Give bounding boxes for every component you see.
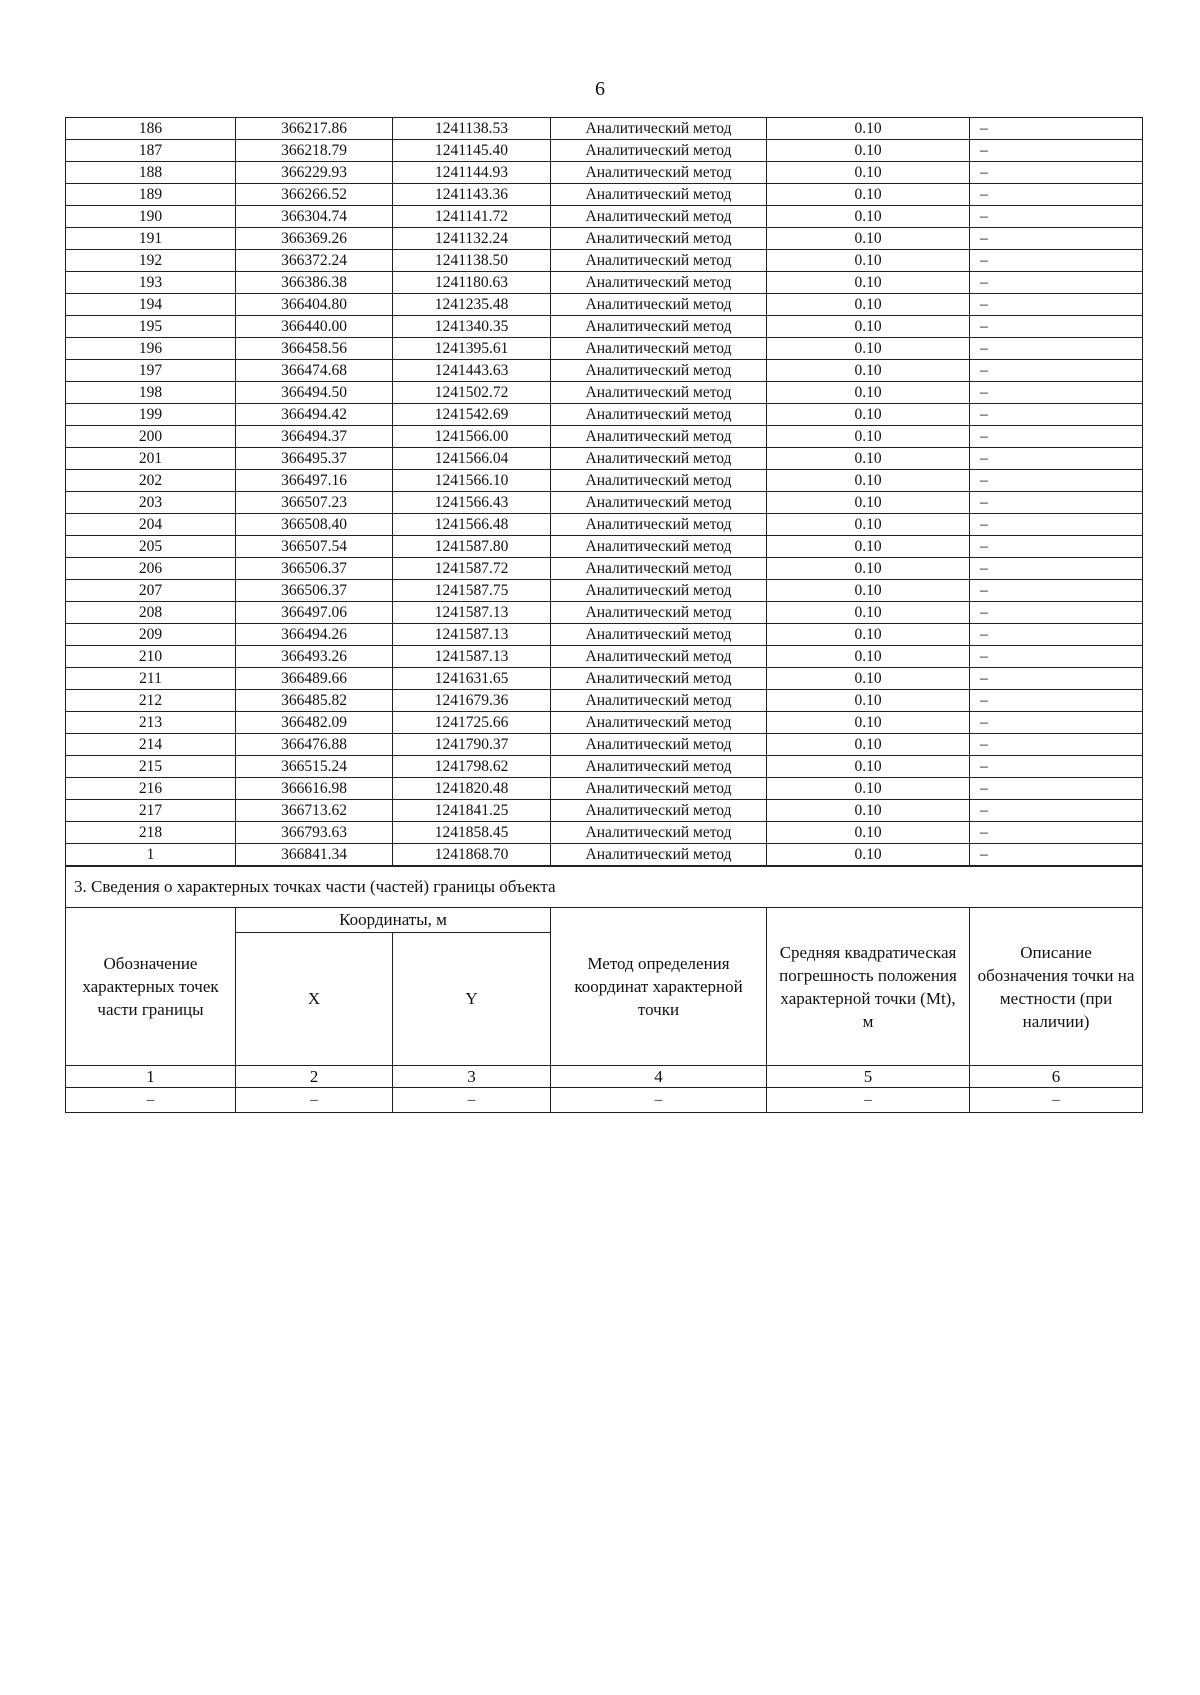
cell-x: 366713.62 — [236, 800, 393, 822]
empty-cell: – — [66, 1088, 236, 1113]
cell-point-id: 199 — [66, 404, 236, 426]
cell-point-id: 190 — [66, 206, 236, 228]
cell-x: 366369.26 — [236, 228, 393, 250]
cell-description: – — [970, 668, 1143, 690]
cell-accuracy: 0.10 — [767, 536, 970, 558]
cell-method: Аналитический метод — [551, 250, 767, 272]
cell-method: Аналитический метод — [551, 360, 767, 382]
cell-y: 1241542.69 — [393, 404, 551, 426]
cell-y: 1241587.13 — [393, 602, 551, 624]
cell-method: Аналитический метод — [551, 228, 767, 250]
cell-point-id: 209 — [66, 624, 236, 646]
cell-point-id: 211 — [66, 668, 236, 690]
cell-method: Аналитический метод — [551, 712, 767, 734]
cell-point-id: 205 — [66, 536, 236, 558]
cell-method: Аналитический метод — [551, 756, 767, 778]
cell-description: – — [970, 118, 1143, 140]
cell-point-id: 197 — [66, 360, 236, 382]
column-number: 5 — [767, 1066, 970, 1088]
cell-point-id: 215 — [66, 756, 236, 778]
header-row-top — [66, 908, 1143, 933]
cell-point-id: 216 — [66, 778, 236, 800]
cell-point-id: 202 — [66, 470, 236, 492]
cell-description: – — [970, 228, 1143, 250]
cell-x: 366485.82 — [236, 690, 393, 712]
table-row — [66, 624, 1143, 646]
cell-x: 366507.54 — [236, 536, 393, 558]
cell-x: 366476.88 — [236, 734, 393, 756]
cell-description: – — [970, 184, 1143, 206]
cell-method: Аналитический метод — [551, 338, 767, 360]
column-number: 2 — [236, 1066, 393, 1088]
table-row — [66, 206, 1143, 228]
cell-point-id: 206 — [66, 558, 236, 580]
table-row — [66, 536, 1143, 558]
cell-description: – — [970, 470, 1143, 492]
cell-y: 1241180.63 — [393, 272, 551, 294]
table-row — [66, 800, 1143, 822]
cell-point-id: 195 — [66, 316, 236, 338]
cell-y: 1241138.53 — [393, 118, 551, 140]
table-row — [66, 404, 1143, 426]
cell-point-id: 194 — [66, 294, 236, 316]
cell-point-id: 200 — [66, 426, 236, 448]
cell-y: 1241502.72 — [393, 382, 551, 404]
cell-point-id: 207 — [66, 580, 236, 602]
cell-point-id: 186 — [66, 118, 236, 140]
cell-method: Аналитический метод — [551, 294, 767, 316]
cell-description: – — [970, 162, 1143, 184]
cell-method: Аналитический метод — [551, 624, 767, 646]
cell-y: 1241587.13 — [393, 646, 551, 668]
cell-method: Аналитический метод — [551, 602, 767, 624]
empty-cell: – — [767, 1088, 970, 1113]
cell-x: 366266.52 — [236, 184, 393, 206]
header-point-designation: Обозначение характерных точек части границы — [66, 908, 236, 1066]
cell-method: Аналитический метод — [551, 514, 767, 536]
cell-accuracy: 0.10 — [767, 140, 970, 162]
header-x: X — [236, 933, 393, 1066]
cell-description: – — [970, 250, 1143, 272]
cell-description: – — [970, 844, 1143, 866]
cell-description: – — [970, 734, 1143, 756]
cell-y: 1241340.35 — [393, 316, 551, 338]
cell-x: 366495.37 — [236, 448, 393, 470]
table-row — [66, 294, 1143, 316]
cell-accuracy: 0.10 — [767, 426, 970, 448]
cell-accuracy: 0.10 — [767, 558, 970, 580]
cell-y: 1241868.70 — [393, 844, 551, 866]
cell-point-id: 218 — [66, 822, 236, 844]
cell-y: 1241138.50 — [393, 250, 551, 272]
cell-y: 1241790.37 — [393, 734, 551, 756]
cell-accuracy: 0.10 — [767, 272, 970, 294]
cell-y: 1241679.36 — [393, 690, 551, 712]
cell-y: 1241820.48 — [393, 778, 551, 800]
cell-description: – — [970, 624, 1143, 646]
cell-y: 1241841.25 — [393, 800, 551, 822]
cell-method: Аналитический метод — [551, 118, 767, 140]
table-row — [66, 360, 1143, 382]
cell-description: – — [970, 294, 1143, 316]
cell-accuracy: 0.10 — [767, 712, 970, 734]
cell-x: 366493.26 — [236, 646, 393, 668]
column-number: 1 — [66, 1066, 236, 1088]
cell-x: 366497.06 — [236, 602, 393, 624]
cell-accuracy: 0.10 — [767, 756, 970, 778]
cell-y: 1241566.48 — [393, 514, 551, 536]
cell-description: – — [970, 646, 1143, 668]
cell-point-id: 191 — [66, 228, 236, 250]
cell-method: Аналитический метод — [551, 382, 767, 404]
empty-cell: – — [393, 1088, 551, 1113]
cell-y: 1241235.48 — [393, 294, 551, 316]
cell-method: Аналитический метод — [551, 316, 767, 338]
cell-description: – — [970, 800, 1143, 822]
cell-description: – — [970, 448, 1143, 470]
table-row — [66, 118, 1143, 140]
header-accuracy: Средняя квадратическая погрешность положения характерной точки (Mt), м — [767, 908, 970, 1066]
cell-description: – — [970, 360, 1143, 382]
table-row — [66, 756, 1143, 778]
cell-x: 366229.93 — [236, 162, 393, 184]
cell-method: Аналитический метод — [551, 426, 767, 448]
cell-point-id: 214 — [66, 734, 236, 756]
cell-method: Аналитический метод — [551, 646, 767, 668]
cell-point-id: 210 — [66, 646, 236, 668]
cell-accuracy: 0.10 — [767, 338, 970, 360]
cell-x: 366515.24 — [236, 756, 393, 778]
cell-point-id: 188 — [66, 162, 236, 184]
table-row — [66, 712, 1143, 734]
cell-y: 1241132.24 — [393, 228, 551, 250]
cell-description: – — [970, 778, 1143, 800]
table-row — [66, 690, 1143, 712]
table-row — [66, 470, 1143, 492]
cell-description: – — [970, 382, 1143, 404]
table-row — [66, 426, 1143, 448]
cell-y: 1241566.04 — [393, 448, 551, 470]
cell-y: 1241631.65 — [393, 668, 551, 690]
cell-accuracy: 0.10 — [767, 514, 970, 536]
cell-accuracy: 0.10 — [767, 734, 970, 756]
cell-method: Аналитический метод — [551, 184, 767, 206]
cell-point-id: 204 — [66, 514, 236, 536]
header-description: Описание обозначения точки на местности (при наличии) — [970, 908, 1143, 1066]
cell-method: Аналитический метод — [551, 800, 767, 822]
cell-y: 1241587.13 — [393, 624, 551, 646]
column-numbers-row — [66, 1066, 1143, 1088]
cell-point-id: 201 — [66, 448, 236, 470]
table-row — [66, 184, 1143, 206]
cell-accuracy: 0.10 — [767, 206, 970, 228]
cell-description: – — [970, 206, 1143, 228]
cell-description: – — [970, 316, 1143, 338]
cell-accuracy: 0.10 — [767, 690, 970, 712]
cell-y: 1241566.00 — [393, 426, 551, 448]
table-row — [66, 514, 1143, 536]
table-row — [66, 646, 1143, 668]
cell-x: 366304.74 — [236, 206, 393, 228]
cell-accuracy: 0.10 — [767, 404, 970, 426]
cell-point-id: 189 — [66, 184, 236, 206]
cell-y: 1241566.10 — [393, 470, 551, 492]
cell-description: – — [970, 690, 1143, 712]
cell-description: – — [970, 492, 1143, 514]
cell-accuracy: 0.10 — [767, 162, 970, 184]
header-method: Метод определения координат характерной точки — [551, 908, 767, 1066]
cell-point-id: 1 — [66, 844, 236, 866]
cell-x: 366440.00 — [236, 316, 393, 338]
cell-accuracy: 0.10 — [767, 492, 970, 514]
header-y: Y — [393, 933, 551, 1066]
cell-method: Аналитический метод — [551, 668, 767, 690]
cell-method: Аналитический метод — [551, 162, 767, 184]
cell-method: Аналитический метод — [551, 734, 767, 756]
cell-x: 366458.56 — [236, 338, 393, 360]
empty-data-row — [66, 1088, 1143, 1113]
cell-method: Аналитический метод — [551, 822, 767, 844]
cell-accuracy: 0.10 — [767, 250, 970, 272]
cell-accuracy: 0.10 — [767, 316, 970, 338]
cell-description: – — [970, 338, 1143, 360]
cell-method: Аналитический метод — [551, 140, 767, 162]
cell-accuracy: 0.10 — [767, 228, 970, 250]
cell-y: 1241858.45 — [393, 822, 551, 844]
cell-accuracy: 0.10 — [767, 360, 970, 382]
cell-point-id: 196 — [66, 338, 236, 360]
cell-description: – — [970, 272, 1143, 294]
cell-accuracy: 0.10 — [767, 646, 970, 668]
section-title: 3. Сведения о характерных точках части (частей) границы объекта — [66, 867, 1143, 908]
cell-x: 366494.42 — [236, 404, 393, 426]
cell-description: – — [970, 756, 1143, 778]
cell-accuracy: 0.10 — [767, 118, 970, 140]
cell-description: – — [970, 404, 1143, 426]
cell-point-id: 208 — [66, 602, 236, 624]
cell-y: 1241587.80 — [393, 536, 551, 558]
cell-accuracy: 0.10 — [767, 294, 970, 316]
cell-description: – — [970, 580, 1143, 602]
cell-x: 366494.50 — [236, 382, 393, 404]
cell-accuracy: 0.10 — [767, 448, 970, 470]
table-row — [66, 734, 1143, 756]
cell-description: – — [970, 602, 1143, 624]
cell-method: Аналитический метод — [551, 844, 767, 866]
table-row — [66, 778, 1143, 800]
cell-accuracy: 0.10 — [767, 822, 970, 844]
cell-x: 366386.38 — [236, 272, 393, 294]
cell-x: 366616.98 — [236, 778, 393, 800]
cell-accuracy: 0.10 — [767, 624, 970, 646]
cell-y: 1241143.36 — [393, 184, 551, 206]
cell-y: 1241566.43 — [393, 492, 551, 514]
cell-method: Аналитический метод — [551, 470, 767, 492]
cell-method: Аналитический метод — [551, 492, 767, 514]
table-row — [66, 822, 1143, 844]
cell-x: 366474.68 — [236, 360, 393, 382]
cell-x: 366489.66 — [236, 668, 393, 690]
empty-cell: – — [236, 1088, 393, 1113]
table-row — [66, 558, 1143, 580]
cell-accuracy: 0.10 — [767, 602, 970, 624]
cell-x: 366404.80 — [236, 294, 393, 316]
section-title-row — [66, 867, 1143, 908]
table-row — [66, 448, 1143, 470]
table-row — [66, 140, 1143, 162]
cell-accuracy: 0.10 — [767, 382, 970, 404]
cell-x: 366793.63 — [236, 822, 393, 844]
column-number: 3 — [393, 1066, 551, 1088]
table-row — [66, 338, 1143, 360]
cell-x: 366497.16 — [236, 470, 393, 492]
cell-point-id: 213 — [66, 712, 236, 734]
table-row — [66, 272, 1143, 294]
table-row — [66, 382, 1143, 404]
cell-method: Аналитический метод — [551, 690, 767, 712]
cell-y: 1241395.61 — [393, 338, 551, 360]
cell-y: 1241141.72 — [393, 206, 551, 228]
column-number: 6 — [970, 1066, 1143, 1088]
cell-point-id: 212 — [66, 690, 236, 712]
cell-method: Аналитический метод — [551, 448, 767, 470]
cell-x: 366482.09 — [236, 712, 393, 734]
cell-method: Аналитический метод — [551, 536, 767, 558]
cell-y: 1241145.40 — [393, 140, 551, 162]
points-table — [65, 117, 1143, 866]
cell-accuracy: 0.10 — [767, 580, 970, 602]
cell-x: 366218.79 — [236, 140, 393, 162]
cell-method: Аналитический метод — [551, 272, 767, 294]
table-row — [66, 228, 1143, 250]
page-number: 6 — [595, 78, 605, 100]
cell-x: 366494.26 — [236, 624, 393, 646]
cell-x: 366217.86 — [236, 118, 393, 140]
cell-accuracy: 0.10 — [767, 470, 970, 492]
table-row — [66, 162, 1143, 184]
header-coordinates: Координаты, м — [236, 908, 551, 933]
cell-y: 1241725.66 — [393, 712, 551, 734]
cell-method: Аналитический метод — [551, 778, 767, 800]
cell-y: 1241144.93 — [393, 162, 551, 184]
cell-y: 1241587.72 — [393, 558, 551, 580]
cell-point-id: 198 — [66, 382, 236, 404]
cell-description: – — [970, 712, 1143, 734]
cell-x: 366508.40 — [236, 514, 393, 536]
cell-point-id: 193 — [66, 272, 236, 294]
cell-y: 1241443.63 — [393, 360, 551, 382]
cell-y: 1241798.62 — [393, 756, 551, 778]
cell-x: 366506.37 — [236, 558, 393, 580]
cell-description: – — [970, 426, 1143, 448]
cell-accuracy: 0.10 — [767, 184, 970, 206]
cell-accuracy: 0.10 — [767, 668, 970, 690]
cell-description: – — [970, 514, 1143, 536]
cell-x: 366372.24 — [236, 250, 393, 272]
cell-point-id: 192 — [66, 250, 236, 272]
points-body — [66, 118, 1143, 866]
cell-point-id: 187 — [66, 140, 236, 162]
cell-x: 366506.37 — [236, 580, 393, 602]
cell-description: – — [970, 822, 1143, 844]
cell-x: 366841.34 — [236, 844, 393, 866]
cell-x: 366507.23 — [236, 492, 393, 514]
column-number: 4 — [551, 1066, 767, 1088]
cell-method: Аналитический метод — [551, 206, 767, 228]
cell-point-id: 217 — [66, 800, 236, 822]
cell-method: Аналитический метод — [551, 580, 767, 602]
empty-cell: – — [970, 1088, 1143, 1113]
parts-table — [65, 866, 1143, 1113]
cell-description: – — [970, 558, 1143, 580]
table-row — [66, 580, 1143, 602]
cell-description: – — [970, 140, 1143, 162]
table-row — [66, 492, 1143, 514]
table-row — [66, 844, 1143, 866]
cell-x: 366494.37 — [236, 426, 393, 448]
cell-method: Аналитический метод — [551, 404, 767, 426]
table-row — [66, 602, 1143, 624]
table-row — [66, 668, 1143, 690]
cell-point-id: 203 — [66, 492, 236, 514]
table-row — [66, 250, 1143, 272]
cell-accuracy: 0.10 — [767, 778, 970, 800]
cell-accuracy: 0.10 — [767, 844, 970, 866]
cell-description: – — [970, 536, 1143, 558]
cell-y: 1241587.75 — [393, 580, 551, 602]
empty-cell: – — [551, 1088, 767, 1113]
table-row — [66, 316, 1143, 338]
cell-accuracy: 0.10 — [767, 800, 970, 822]
cell-method: Аналитический метод — [551, 558, 767, 580]
